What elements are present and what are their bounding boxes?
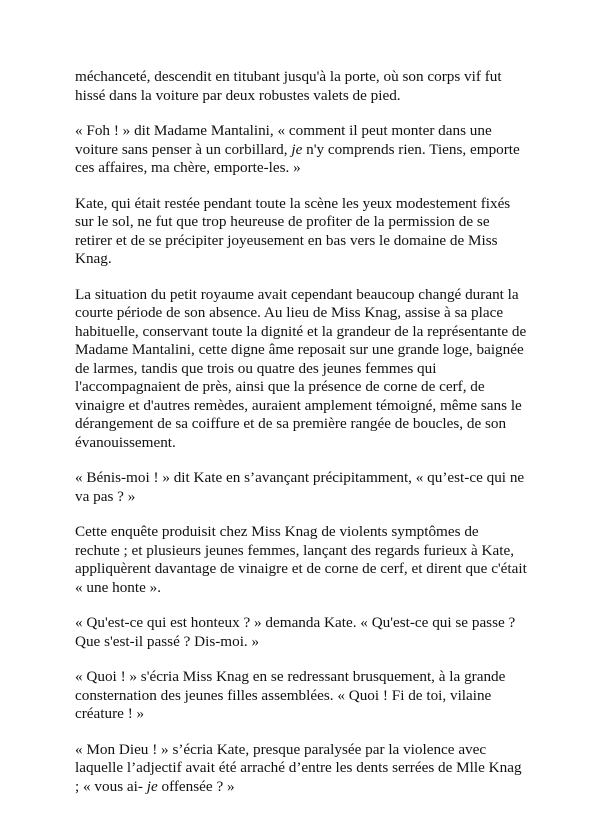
paragraph [75, 122, 527, 178]
text-run: offensée ? » [157, 777, 235, 795]
paragraph [75, 523, 527, 597]
text-run: « Foh ! » dit Madame Mantalini, « comment il peut monter dans une voiture sans penser à un corbillard, [75, 122, 492, 158]
paragraph [75, 469, 527, 506]
paragraph [75, 195, 527, 269]
text-run: Cette enquête produisit chez Miss Knag de violents symptômes de rechute ; et plusieurs jeunes femmes, lançant des regards furieux à Kate, appliquèrent davantage de vinaigre et de corne de cerf, et dirent que c'était « une honte ». [75, 523, 527, 596]
text-run: méchanceté, descendit en titubant jusqu'à la porte, où son corps vif fut hissé dans la voiture par deux robustes valets de pied. [75, 68, 502, 104]
text-run: n'y comprends rien. Tiens, emporte ces affaires, ma chère, emporte-les. » [75, 140, 520, 176]
text-run: « Mon Dieu ! » s’écria Kate, presque paralysée par la violence avec laquelle l’adjectif avait été arraché d’entre les dents serrées de Mlle Knag ; « vous ai- [75, 740, 522, 795]
italic-text: je [291, 140, 303, 158]
text-run: Kate, qui était restée pendant toute la scène les yeux modestement fixés sur le sol, ne fut que trop heureuse de profiter de la permission de se retirer et de se précipiter joyeusement en bas vers le domaine de Miss Knag. [75, 194, 511, 267]
body-text [75, 68, 527, 813]
text-run: « Bénis-moi ! » dit Kate en s’avançant précipitamment, « qu’est-ce qui ne va pas ? » [75, 469, 525, 505]
paragraph [75, 668, 527, 724]
paragraph [75, 286, 527, 453]
text-run: La situation du petit royaume avait cependant beaucoup changé durant la courte période de son absence. Au lieu de Miss Knag, assise à sa place habituelle, conservant toute la dignité et la grandeur de la représentante de Madame Mantalini, cette digne âme reposait sur une grande loge, baignée de larmes, tandis que trois ou quatre des jeunes femmes qui l'accompagnaient de près, ainsi que la présence de corne de cerf, de vinaigre et d'autres remèdes, auraient amplement témoigné, même sans le dérangement de sa coiffure et de sa première rangée de boucles, de son évanouissement. [75, 285, 527, 451]
paragraph [75, 68, 527, 105]
text-run: « Quoi ! » s'écria Miss Knag en se redressant brusquement, à la grande consternation des jeunes filles assemblées. « Quoi ! Fi de toi, vilaine créature ! » [75, 668, 506, 722]
text-run: « Qu'est-ce qui est honteux ? » demanda Kate. « Qu'est-ce qui se passe ? Que s'est-il passé ? Dis-moi. » [75, 614, 516, 650]
italic-text: je [146, 777, 158, 795]
paragraph [75, 741, 527, 797]
paragraph [75, 614, 527, 651]
